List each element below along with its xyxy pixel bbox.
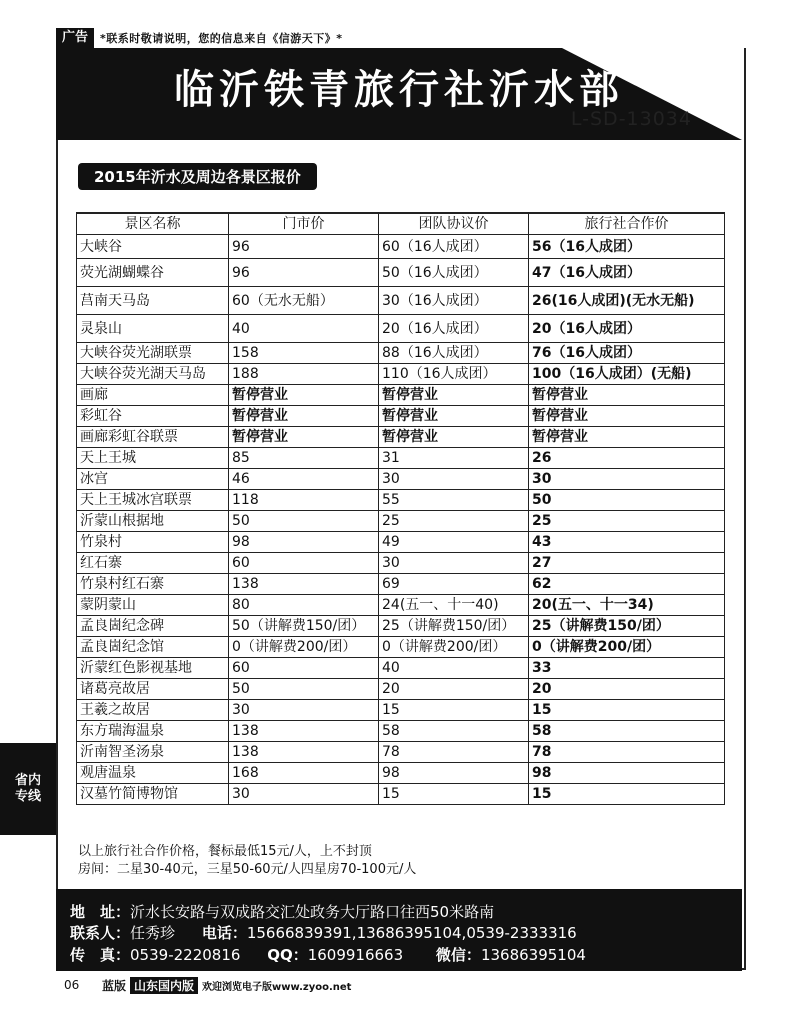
scenic-name-cell: 天上王城冰宫联票 [77,490,229,511]
retail-price-cell: 暂停营业 [229,427,379,448]
retail-price-cell: 96 [229,259,379,287]
table-row [77,532,725,553]
group-price-cell: 55 [379,490,529,511]
table-row [77,364,725,385]
agency-price-cell: 25 [529,511,725,532]
group-price-cell: 30 [379,469,529,490]
group-price-cell: 25 [379,511,529,532]
agency-price-cell: 20（16人成团） [529,315,725,343]
table-row [77,679,725,700]
person-label: 联系人： [70,924,131,942]
table-row [77,553,725,574]
scenic-name-cell: 诸葛亮故居 [77,679,229,700]
retail-price-cell: 40 [229,315,379,343]
retail-price-cell: 158 [229,343,379,364]
scenic-name-cell: 东方瑞海温泉 [77,721,229,742]
retail-price-cell: 46 [229,469,379,490]
group-price-cell: 49 [379,532,529,553]
page-number: 06 [64,978,80,992]
group-price-cell: 暂停营业 [379,385,529,406]
agency-price-cell: 26 [529,448,725,469]
group-price-cell: 0（讲解费200/团） [379,637,529,658]
agency-price-cell: 0（讲解费200/团） [529,637,725,658]
retail-price-cell: 30 [229,784,379,805]
scenic-name-cell: 孟良崮纪念碑 [77,616,229,637]
agency-price-cell: 58 [529,721,725,742]
agency-price-cell: 33 [529,658,725,679]
retail-price-cell: 50 [229,679,379,700]
table-row [77,784,725,805]
scenic-name-cell: 沂蒙山根据地 [77,511,229,532]
qq-label: QQ： [267,946,308,964]
group-price-cell: 25（讲解费150/团） [379,616,529,637]
group-price-cell: 60（16人成团） [379,235,529,259]
table-row [77,742,725,763]
retail-price-cell: 暂停营业 [229,406,379,427]
group-price-cell: 暂停营业 [379,427,529,448]
table-row [77,700,725,721]
table-row [77,490,725,511]
group-price-cell: 69 [379,574,529,595]
retail-price-cell: 暂停营业 [229,385,379,406]
wechat-label: 微信： [435,946,481,964]
scenic-name-cell: 沂蒙红色影视基地 [77,658,229,679]
table-row [77,595,725,616]
retail-price-cell: 85 [229,448,379,469]
table-row [77,637,725,658]
agency-price-cell: 56（16人成团） [529,235,725,259]
agency-price-cell: 15 [529,784,725,805]
table-header-row [77,213,725,235]
agency-name: 临沂铁青旅行社沂水部 [174,67,624,113]
scenic-name-cell: 荧光湖蝴蝶谷 [77,259,229,287]
retail-price-cell: 0（讲解费200/团） [229,637,379,658]
table-row [77,287,725,315]
fax-label: 传 真： [70,946,131,964]
retail-price-cell: 50（讲解费150/团） [229,616,379,637]
table-row [77,469,725,490]
group-price-cell: 20（16人成团） [379,315,529,343]
scenic-name-cell: 大峡谷荧光湖联票 [77,343,229,364]
agency-price-cell: 50 [529,490,725,511]
edition-label: 蓝版 [102,978,127,993]
header-retail-price: 门市价 [229,213,379,235]
scenic-name-cell: 灵泉山 [77,315,229,343]
table-row [77,235,725,259]
retail-price-cell: 138 [229,721,379,742]
fax-value: 0539-2220816 [130,946,241,964]
agency-price-cell: 暂停营业 [529,427,725,448]
group-price-cell: 50（16人成团） [379,259,529,287]
table-row [77,343,725,364]
group-price-cell: 30 [379,553,529,574]
agency-price-cell: 30 [529,469,725,490]
qq-value: 1609916663 [307,946,404,964]
group-price-cell: 40 [379,658,529,679]
group-price-cell: 15 [379,700,529,721]
side-tab-line-1: 省内 [14,773,41,788]
retail-price-cell: 188 [229,364,379,385]
license-number: L-SD-13034 [570,108,692,130]
agency-price-cell: 62 [529,574,725,595]
scenic-name-cell: 莒南天马岛 [77,287,229,315]
note-room: 房间：二星30-40元，三星50-60元/人四星房70-100元/人 [78,862,417,877]
site-note: 欢迎浏览电子版www.zyoo.net [202,981,352,993]
table-row [77,721,725,742]
retail-price-cell: 96 [229,235,379,259]
agency-price-cell: 100（16人成团）(无船) [529,364,725,385]
address-value: 沂水长安路与双成路交汇处政务大厅路口往西50米路南 [130,903,495,921]
note-meal: 以上旅行社合作价格，餐标最低15元/人，上不封顶 [78,844,372,859]
agency-price-cell: 暂停营业 [529,385,725,406]
scenic-name-cell: 大峡谷荧光湖天马岛 [77,364,229,385]
table-row [77,385,725,406]
contact-person-line [70,922,577,943]
table-row [77,763,725,784]
agency-price-cell: 27 [529,553,725,574]
scenic-name-cell: 沂南智圣汤泉 [77,742,229,763]
table-row [77,427,725,448]
ad-note: *联系时敬请说明，您的信息来自《信游天下》* [100,32,343,45]
retail-price-cell: 168 [229,763,379,784]
group-price-cell: 30（16人成团） [379,287,529,315]
retail-price-cell: 60 [229,658,379,679]
agency-price-cell: 20(五一、十一34) [529,595,725,616]
agency-price-cell: 76（16人成团） [529,343,725,364]
header-scenic-name: 景区名称 [77,213,229,235]
group-price-cell: 98 [379,763,529,784]
group-price-cell: 20 [379,679,529,700]
agency-price-cell: 15 [529,700,725,721]
contact-address-line [70,901,494,922]
scenic-name-cell: 彩虹谷 [77,406,229,427]
retail-price-cell: 98 [229,532,379,553]
agency-price-cell: 43 [529,532,725,553]
header-group-price: 团队协议价 [379,213,529,235]
table-row [77,448,725,469]
table-row [77,315,725,343]
group-price-cell: 58 [379,721,529,742]
ad-tag: 广告 [56,28,94,48]
scenic-name-cell: 王羲之故居 [77,700,229,721]
price-table [76,212,725,805]
section-title: 2015年沂水及周边各景区报价 [78,163,317,190]
agency-price-cell: 26(16人成团)(无水无船) [529,287,725,315]
agency-price-cell: 78 [529,742,725,763]
header-agency-price: 旅行社合作价 [529,213,725,235]
retail-price-cell: 80 [229,595,379,616]
retail-price-cell: 50 [229,511,379,532]
group-price-cell: 110（16人成团） [379,364,529,385]
agency-price-cell: 20 [529,679,725,700]
scenic-name-cell: 汉墓竹简博物馆 [77,784,229,805]
scenic-name-cell: 蒙阴蒙山 [77,595,229,616]
scenic-name-cell: 红石寨 [77,553,229,574]
side-tab-line-2: 专线 [14,789,41,804]
table-row [77,616,725,637]
group-price-cell: 暂停营业 [379,406,529,427]
person-value: 任秀珍 [130,924,176,942]
retail-price-cell: 60（无水无船） [229,287,379,315]
contact-fax-line [70,944,586,965]
agency-price-cell: 暂停营业 [529,406,725,427]
scenic-name-cell: 观唐温泉 [77,763,229,784]
scenic-name-cell: 天上王城 [77,448,229,469]
group-price-cell: 31 [379,448,529,469]
scenic-name-cell: 画廊彩虹谷联票 [77,427,229,448]
retail-price-cell: 30 [229,700,379,721]
retail-price-cell: 60 [229,553,379,574]
scenic-name-cell: 孟良崮纪念馆 [77,637,229,658]
edition-badge: 山东国内版 [130,977,198,994]
group-price-cell: 78 [379,742,529,763]
table-row [77,511,725,532]
footer [56,974,742,996]
group-price-cell: 15 [379,784,529,805]
retail-price-cell: 138 [229,742,379,763]
price-table-body [77,235,725,805]
agency-price-cell: 47（16人成团） [529,259,725,287]
contact-panel [56,889,742,971]
group-price-cell: 24(五一、十一40) [379,595,529,616]
table-row [77,259,725,287]
side-tab [0,743,56,835]
table-row [77,574,725,595]
wechat-value: 13686395104 [480,946,586,964]
agency-price-cell: 98 [529,763,725,784]
address-label: 地 址： [70,903,131,921]
phone-label: 电话： [201,924,247,942]
scenic-name-cell: 画廊 [77,385,229,406]
phone-value: 15666839391,13686395104,0539-2333316 [246,924,577,942]
scenic-name-cell: 冰宫 [77,469,229,490]
notes [78,843,416,879]
group-price-cell: 88（16人成团） [379,343,529,364]
ad-strip [56,28,343,48]
retail-price-cell: 138 [229,574,379,595]
scenic-name-cell: 竹泉村红石寨 [77,574,229,595]
table-row [77,658,725,679]
scenic-name-cell: 大峡谷 [77,235,229,259]
scenic-name-cell: 竹泉村 [77,532,229,553]
table-row [77,406,725,427]
agency-price-cell: 25（讲解费150/团） [529,616,725,637]
retail-price-cell: 118 [229,490,379,511]
